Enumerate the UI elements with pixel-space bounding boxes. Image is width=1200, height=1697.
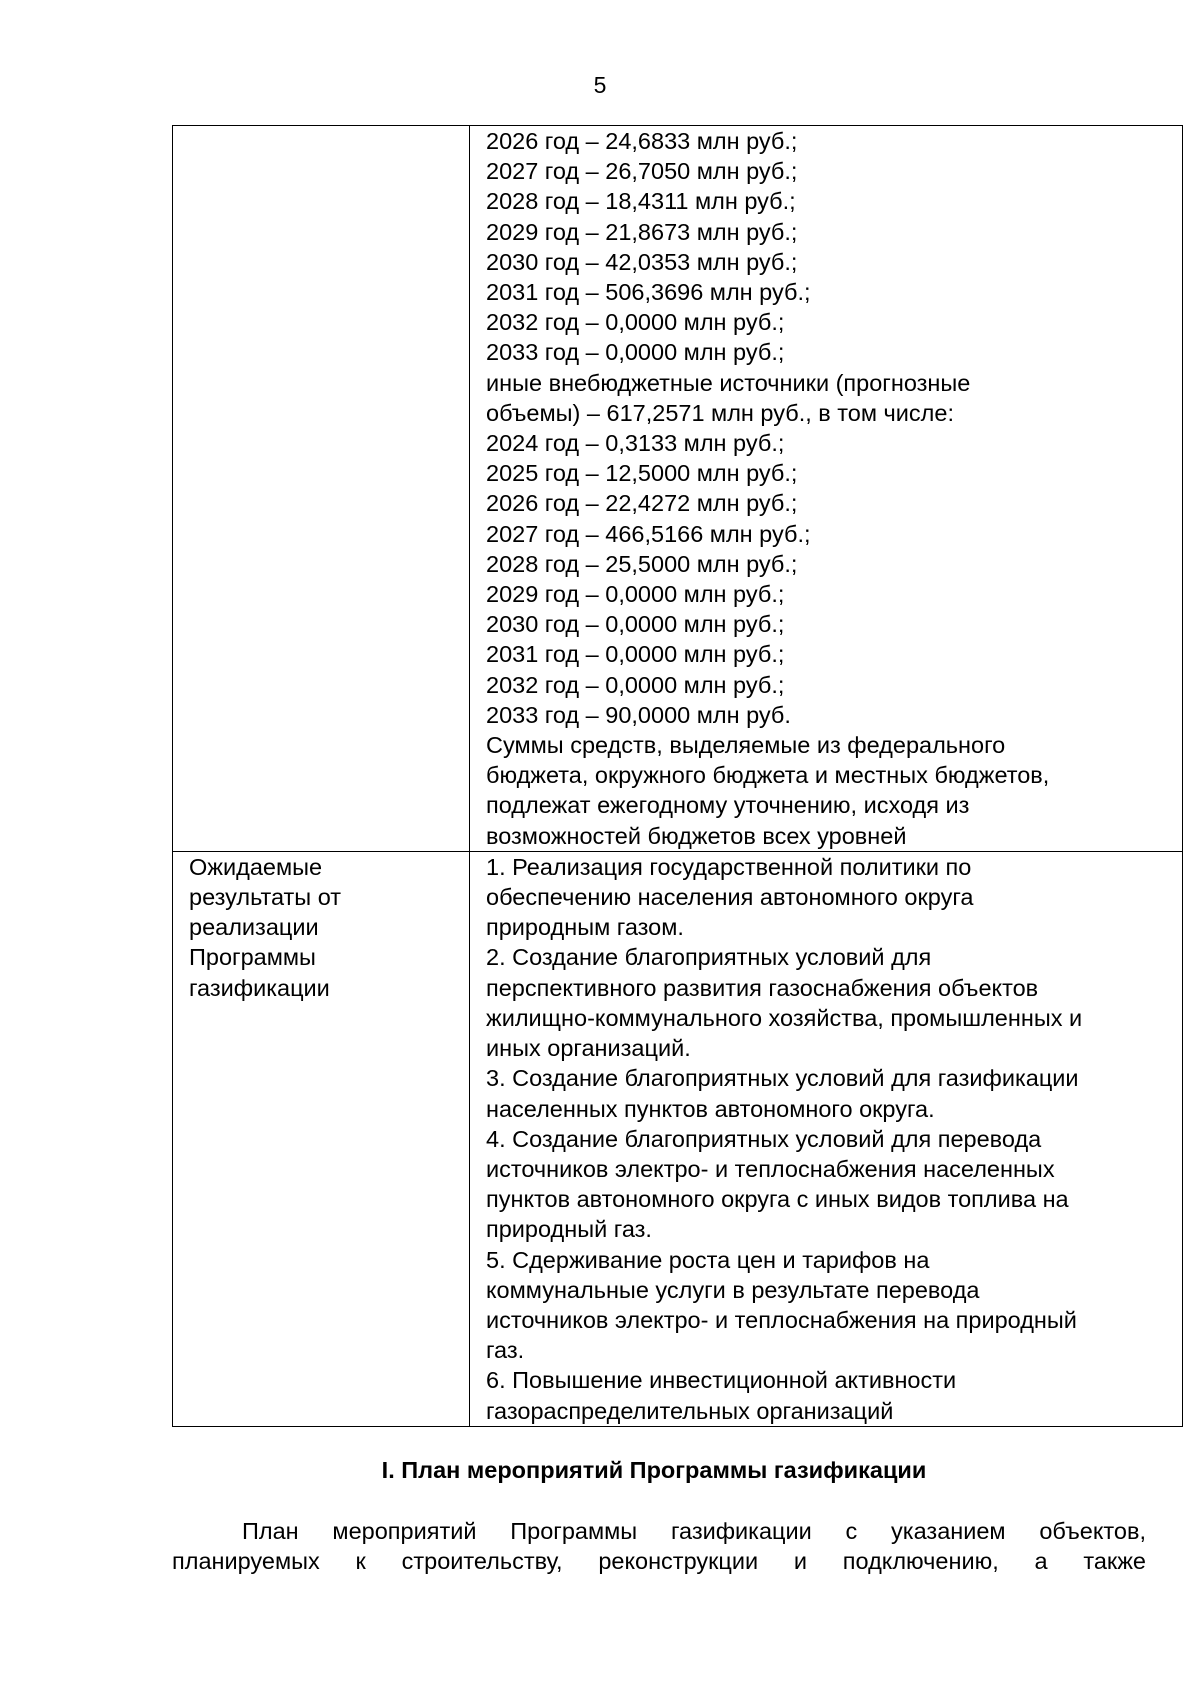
funding-line: 2030 год – 0,0000 млн руб.; <box>486 611 785 638</box>
result-line: источников электро- и теплоснабжения населенных <box>486 1155 1055 1182</box>
passport-table <box>172 125 1183 1427</box>
funding-line: Суммы средств, выделяемые из федерального <box>486 732 1006 759</box>
paragraph-line: планируемых к строительству, реконструкции и подключению, а также <box>172 1548 1146 1574</box>
expected-results-cell <box>470 851 1183 1426</box>
funding-line: бюджета, окружного бюджета и местных бюджетов, <box>486 762 1050 789</box>
result-line: 1. Реализация государственной политики по <box>486 853 972 880</box>
row-label-line: Программы <box>189 944 316 971</box>
row-label-line: реализации <box>189 914 319 941</box>
row-label-funding <box>173 126 470 852</box>
result-line: газ. <box>486 1337 525 1364</box>
result-line: обеспечению населения автономного округа <box>486 884 974 911</box>
funding-line: 2025 год – 12,5000 млн руб.; <box>486 460 798 487</box>
result-line: газораспределительных организаций <box>486 1397 894 1424</box>
table-row-funding <box>173 126 1183 852</box>
funding-line: иные внебюджетные источники (прогнозные <box>486 369 971 396</box>
funding-line: 2031 год – 506,3696 млн руб.; <box>486 279 811 306</box>
result-line: иных организаций. <box>486 1035 691 1062</box>
funding-details-cell <box>470 126 1183 852</box>
row-label-line: газификации <box>189 974 330 1001</box>
funding-line: 2032 год – 0,0000 млн руб.; <box>486 671 785 698</box>
result-line: пунктов автономного округа с иных видов топлива на <box>486 1186 1069 1213</box>
table-row-expected-results <box>173 851 1183 1426</box>
row-label-line: результаты от <box>189 884 342 911</box>
result-line: 6. Повышение инвестиционной активности <box>486 1367 957 1394</box>
funding-line: возможностей бюджетов всех уровней <box>486 822 907 849</box>
result-line: источников электро- и теплоснабжения на природный <box>486 1306 1077 1333</box>
funding-line: 2032 год – 0,0000 млн руб.; <box>486 309 785 336</box>
funding-line: 2029 год – 0,0000 млн руб.; <box>486 581 785 608</box>
result-line: природным газом. <box>486 914 684 941</box>
funding-line: 2028 год – 18,4311 млн руб.; <box>486 188 796 215</box>
row-label-expected-results <box>173 851 470 1426</box>
result-line: 3. Создание благоприятных условий для газификации <box>486 1065 1079 1092</box>
funding-line: 2026 год – 24,6833 млн руб.; <box>486 128 798 154</box>
result-line: 5. Сдерживание роста цен и тарифов на <box>486 1246 930 1273</box>
funding-line: 2027 год – 26,7050 млн руб.; <box>486 158 798 185</box>
result-line: жилищно-коммунального хозяйства, промышленных и <box>486 1004 1083 1031</box>
funding-line: 2033 год – 90,0000 млн руб. <box>486 701 791 728</box>
funding-line: 2033 год – 0,0000 млн руб.; <box>486 339 785 366</box>
paragraph-line: План мероприятий Программы газификации с указанием объектов, <box>242 1518 1146 1544</box>
result-line: перспективного развития газоснабжения объектов <box>486 974 1039 1001</box>
funding-line: 2030 год – 42,0353 млн руб.; <box>486 248 798 275</box>
result-line: населенных пунктов автономного округа. <box>486 1095 935 1122</box>
funding-line: объемы) – 617,2571 млн руб., в том числе: <box>486 399 954 426</box>
result-line: природный газ. <box>486 1216 652 1243</box>
funding-line: 2029 год – 21,8673 млн руб.; <box>486 218 798 245</box>
funding-line: 2027 год – 466,5166 млн руб.; <box>486 520 811 547</box>
funding-line: 2024 год – 0,3133 млн руб.; <box>486 430 785 457</box>
section-heading: I. План мероприятий Программы газификации <box>381 1457 927 1483</box>
row-label-line: Ожидаемые <box>189 853 323 880</box>
body-paragraph <box>172 1516 1146 1576</box>
result-line: 2. Создание благоприятных условий для <box>486 944 932 971</box>
funding-line: подлежат ежегодному уточнению, исходя из <box>486 792 970 819</box>
funding-line: 2026 год – 22,4272 млн руб.; <box>486 490 798 517</box>
result-line: 4. Создание благоприятных условий для перевода <box>486 1125 1042 1152</box>
funding-line: 2028 год – 25,5000 млн руб.; <box>486 550 798 577</box>
funding-line: 2031 год – 0,0000 млн руб.; <box>486 641 785 668</box>
result-line: коммунальные услуги в результате перевода <box>486 1276 980 1303</box>
page-number: 5 <box>593 72 607 98</box>
